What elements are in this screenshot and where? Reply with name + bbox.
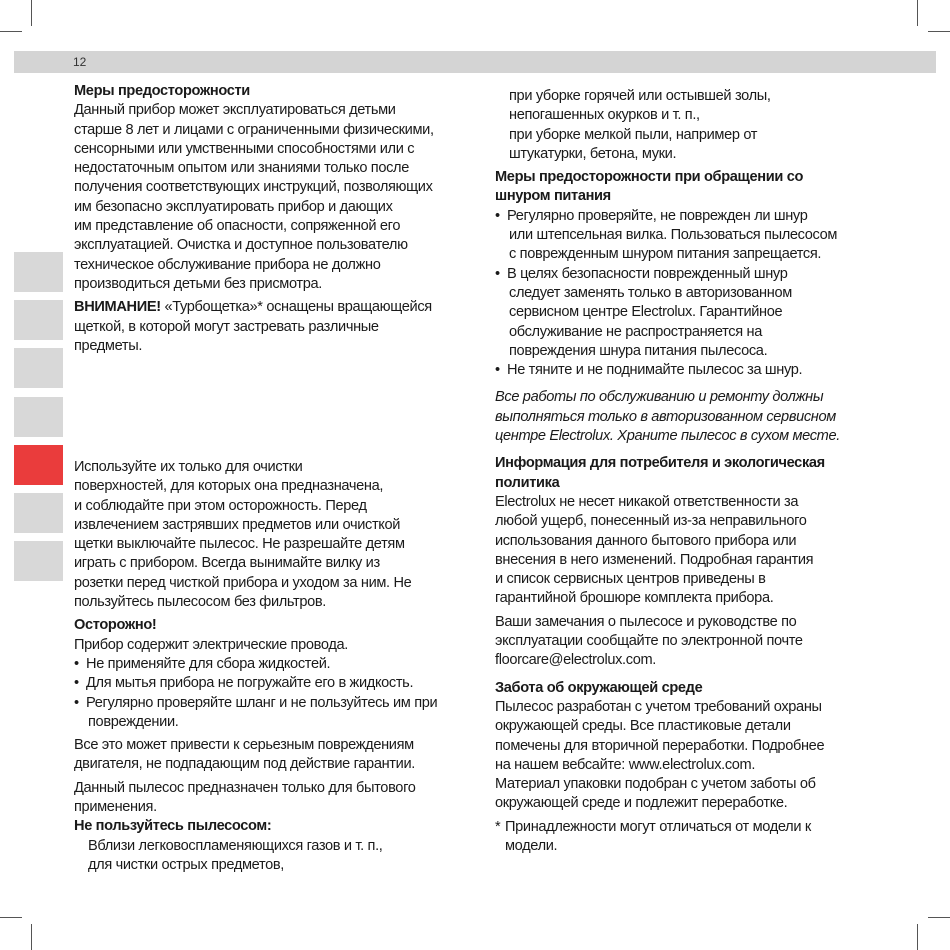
bullet-continuation: сервисном центре Electrolux. Гарантийное: [509, 304, 783, 321]
side-tab: [14, 493, 63, 533]
text-line: применения.: [74, 799, 157, 816]
left-column-bottom: [74, 458, 474, 875]
crop-mark: [0, 917, 22, 918]
text-line: на нашем вебсайте: www.electrolux.com.: [495, 756, 756, 773]
crop-mark: [0, 31, 22, 32]
section-heading: политика: [495, 474, 560, 491]
side-tab: [14, 252, 63, 292]
bullet-continuation: обслуживание не распространяется на: [509, 323, 762, 340]
section-heading: шнуром питания: [495, 188, 611, 205]
italic-note: Все работы по обслуживанию и ремонту должны: [495, 389, 824, 406]
text-line: им представление об опасности, сопряженной его: [74, 218, 401, 235]
italic-note: выполняться только в авторизованном сервисном: [495, 408, 836, 425]
text-line: извлечением застрявших предметов или очисткой: [74, 516, 401, 533]
crop-mark: [928, 31, 950, 32]
bullet-item: • В целях безопасности поврежденный шнур: [495, 265, 915, 284]
text-line: окружающей среде и подлежит переработке.: [495, 795, 788, 812]
bullet-item: • Для мытья прибора не погружайте его в жидкость.: [74, 674, 474, 693]
footnote-mark: *: [495, 818, 501, 835]
text-line: эксплуатации сообщайте по электронной почте: [495, 633, 803, 650]
bullet-item: • Не применяйте для сбора жидкостей.: [74, 655, 474, 674]
text-line: и соблюдайте при этом осторожность. Перед: [74, 497, 367, 514]
footnote-continuation: модели.: [505, 837, 558, 854]
crop-mark: [31, 0, 32, 26]
text-line: Все это может привести к серьезным повреждениям: [74, 737, 414, 754]
text-line: для чистки острых предметов,: [88, 856, 285, 873]
footnote: [495, 818, 915, 837]
text-line: штукатурки, бетона, муки.: [509, 145, 677, 162]
text-line: Материал упаковки подобран с учетом заботы об: [495, 776, 816, 793]
bullet-continuation: повреждении.: [88, 713, 179, 730]
text-line: окружающей среды. Все пластиковые детали: [495, 718, 791, 735]
text-line: старше 8 лет и лицами с ограниченными физическими,: [74, 121, 434, 138]
text-line: эксплуатацией. Очистка и доступное пользователю: [74, 237, 408, 254]
text-line: сенсорными или умственными способностями или с: [74, 140, 415, 157]
text-line: Используйте их только для очистки: [74, 459, 303, 475]
text-line: любой ущерб, понесенный из-за неправильного: [495, 513, 807, 530]
left-column-top: [74, 82, 474, 356]
warning-text: «Турбощетка»* оснащены вращающейся: [160, 299, 432, 316]
text-line: при уборке мелкой пыли, например от: [509, 126, 758, 143]
page-number: 12: [73, 55, 87, 69]
text-line: щетки выключайте пылесос. Не разрешайте детям: [74, 536, 405, 553]
text-line: гарантийной брошюре комплекта прибора.: [495, 590, 774, 607]
crop-mark: [928, 917, 950, 918]
bullet-continuation: повреждения шнура питания пылесоса.: [509, 342, 768, 359]
section-heading: Информация для потребителя и экологическая: [495, 455, 825, 472]
email-text: floorcare@electrolux.com.: [495, 652, 656, 669]
text-line: техническое обслуживание прибора не должно: [74, 256, 381, 273]
footnote-text: Принадлежности могут отличаться от модели к: [505, 818, 811, 835]
side-tab: [14, 397, 63, 437]
bullet-item: • Регулярно проверяйте, не поврежден ли шнур: [495, 207, 915, 226]
text-line: непогашенных окурков и т. п.,: [509, 107, 700, 124]
section-heading: Не пользуйтесь пылесосом:: [74, 818, 272, 835]
side-tab: [14, 348, 63, 388]
bullet-continuation: с поврежденным шнуром питания запрещается.: [509, 246, 822, 263]
crop-mark: [31, 924, 32, 950]
text-line: предметы.: [74, 337, 143, 354]
text-line: использования данного бытового прибора или: [495, 532, 797, 549]
text-line: Прибор содержит электрические провода.: [74, 636, 348, 653]
bullet-item: • Не тяните и не поднимайте пылесос за шнур.: [495, 361, 915, 380]
text-line: пользуйтесь пылесосом без фильтров.: [74, 594, 326, 611]
side-tab: [14, 300, 63, 340]
text-line: Electrolux не несет никакой ответственности за: [495, 493, 799, 510]
text-line: при уборке горячей или остывшей золы,: [509, 88, 771, 104]
section-heading: Осторожно!: [74, 617, 157, 634]
italic-note: центре Electrolux. Храните пылесос в сухом месте.: [495, 428, 840, 445]
text-line: Пылесос разработан с учетом требований охраны: [495, 698, 822, 715]
text-line: играть с прибором. Всегда вынимайте вилку из: [74, 555, 380, 572]
text-line: получения соответствующих инструкций, позволяющих: [74, 179, 433, 196]
text-line: двигателя, не подпадающим под действие гарантии.: [74, 756, 415, 773]
crop-mark: [917, 924, 918, 950]
bullet-continuation: или штепсельная вилка. Пользоваться пылесосом: [509, 227, 838, 244]
side-tab-active: [14, 445, 63, 485]
text-line: им безопасно эксплуатировать прибор и дающих: [74, 198, 393, 215]
text-line: Данный пылесос предназначен только для бытового: [74, 779, 416, 796]
text-line: Данный прибор может эксплуатироваться детьми: [74, 102, 396, 119]
text-line: производиться детьми без присмотра.: [74, 275, 322, 292]
text-line: Ваши замечания о пылесосе и руководстве по: [495, 613, 797, 630]
section-heading: Меры предосторожности при обращении со: [495, 169, 804, 186]
warning-label: ВНИМАНИЕ!: [74, 299, 161, 316]
text-line: розетки перед чисткой прибора и уходом за ним. Не: [74, 574, 412, 591]
right-column: [495, 87, 915, 856]
bullet-item: • Регулярно проверяйте шланг и не пользуйтесь им при: [74, 694, 474, 713]
section-heading: Забота об окружающей среде: [495, 679, 703, 696]
text-line: поверхностей, для которых она предназначена,: [74, 478, 384, 495]
text-line: Вблизи легковоспламеняющихся газов и т. п.,: [88, 837, 383, 854]
text-line: недостаточным опытом или знаниями только после: [74, 160, 409, 177]
text-line: и список сервисных центров приведены в: [495, 571, 766, 588]
text-line: щеткой, в которой могут застревать различные: [74, 318, 379, 335]
crop-mark: [917, 0, 918, 26]
text-line: помечены для вторичной переработки. Подробнее: [495, 737, 825, 754]
header-bar: [14, 51, 936, 73]
side-tab: [14, 541, 63, 581]
warning-line: [74, 298, 474, 317]
text-line: внесения в него изменений. Подробная гарантия: [495, 551, 814, 568]
section-heading: Меры предосторожности: [74, 83, 250, 99]
bullet-continuation: следует заменять только в авторизованном: [509, 284, 792, 301]
